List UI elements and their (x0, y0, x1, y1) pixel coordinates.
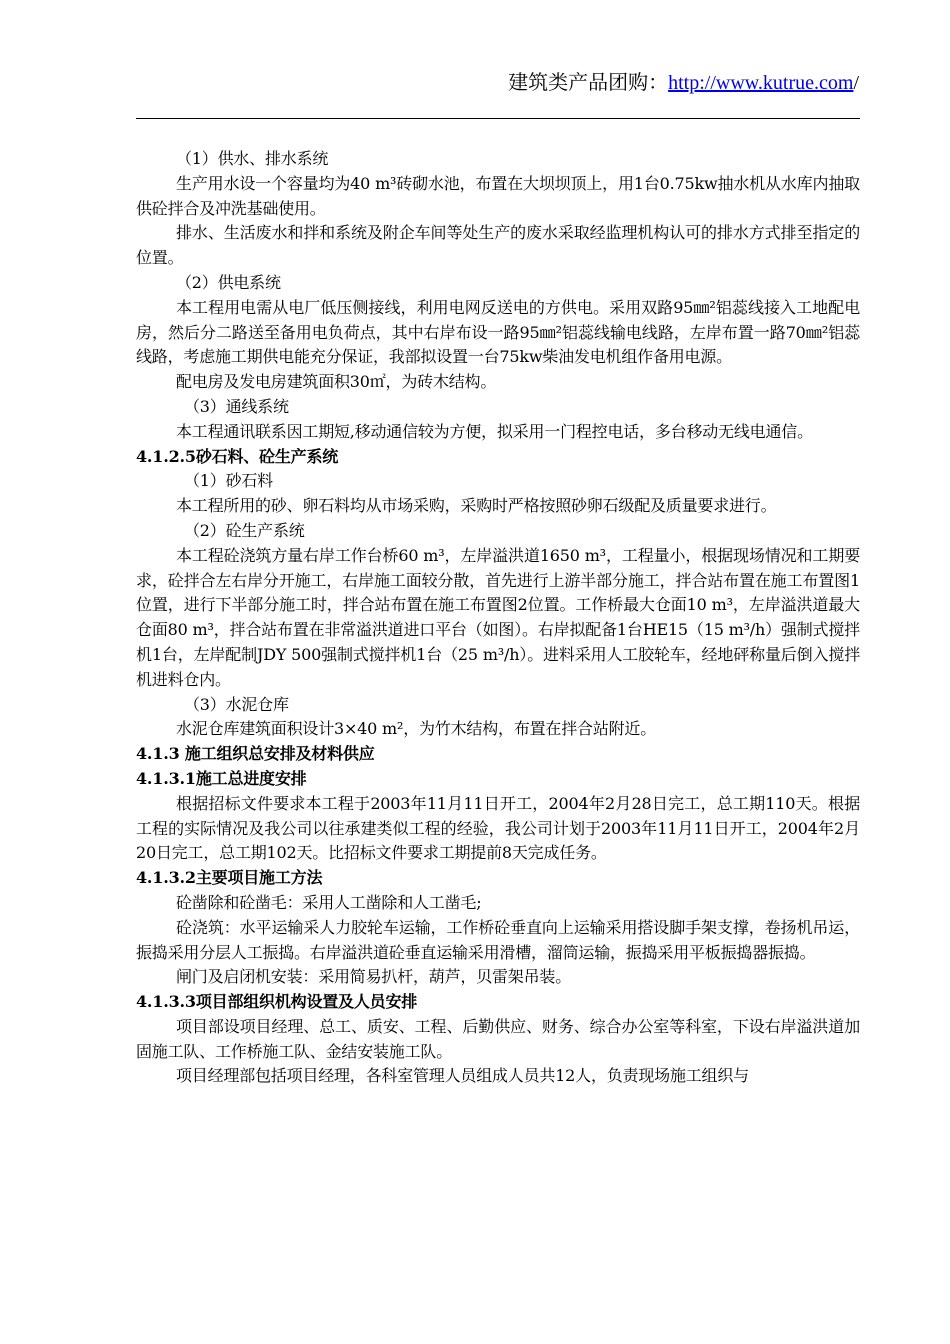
para-method-3: 闸门及启闭机安装：采用简易扒杆，葫芦，贝雷架吊装。 (176, 967, 572, 987)
page-header (508, 66, 859, 95)
section-heading-4125: 4.1.2.5砂石料、砼生产系统 (136, 446, 339, 466)
section-heading-4133: 4.1.3.3项目部组织机构设置及人员安排 (136, 992, 418, 1012)
header-rule (136, 118, 860, 119)
para-method-1: 砼凿除和砼凿毛：采用人工凿除和人工凿毛; (176, 892, 482, 912)
para-schedule-1: 根据招标文件要求本工程于2003年11月11日开工，2004年2月28日完工，总工期110天。根据工程的实际情况及我公司以往承建类似工程的经验，我公司计划于2003年11月11日开工，2004年2月20日完工，总工期102天。比招标文件要求工期提前8天完成任务。 (136, 793, 860, 863)
para-power-heading: （2）供电系统 (176, 272, 281, 292)
header-text: 建筑类产品团购： (508, 72, 669, 94)
section-heading-4131: 4.1.3.1施工总进度安排 (136, 768, 307, 788)
para-cement-1: 水泥仓库建筑面积设计3×40 m²，为竹木结构，布置在拌合站附近。 (176, 719, 657, 739)
para-cement-heading: （3）水泥仓库 (184, 694, 289, 714)
para-sand-heading: （1）砂石料 (184, 471, 273, 491)
para-water-heading: （1）供水、排水系统 (176, 149, 329, 168)
body-text (136, 147, 860, 1089)
para-concrete-heading: （2）砼生产系统 (184, 520, 305, 540)
para-org-2: 项目经理部包括项目经理，各科室管理人员组成人员共12人，负责现场施工组织与 (176, 1066, 749, 1086)
para-water-2: 排水、生活废水和拌和系统及附企车间等处生产的废水采取经监理机构认可的排水方式排至指定的位置。 (136, 223, 860, 268)
para-sand-1: 本工程所用的砂、卵石料均从市场采购，采购时严格按照砂卵石级配及质量要求进行。 (176, 496, 777, 516)
para-power-2: 配电房及发电房建筑面积30㎡，为砖木结构。 (176, 372, 497, 392)
para-water-1: 生产用水设一个容量均为40 m³砖砌水池，布置在大坝坝顶上，用1台0.75kw抽水机从水库内抽取供砼拌合及冲洗基础使用。 (136, 173, 860, 218)
para-comm-1: 本工程通讯联系因工期短,移动通信较为方便，拟采用一门程控电话，多台移动无线电通信。 (176, 421, 813, 441)
para-comm-heading: （3）通线系统 (184, 396, 289, 416)
para-org-1: 项目部设项目经理、总工、质安、工程、后勤供应、财务、综合办公室等科室，下设右岸溢洪道加固施工队、工作桥施工队、金结安装施工队。 (136, 1016, 860, 1061)
header-link[interactable]: http://www.kutrue.com (668, 72, 854, 94)
section-heading-413: 4.1.3 施工组织总安排及材料供应 (136, 744, 375, 764)
section-heading-4132: 4.1.3.2主要项目施工方法 (136, 868, 323, 888)
para-power-1: 本工程用电需从电厂低压侧接线，利用电网反送电的方供电。采用双路95㎜²铝蕊线接入工地配电房，然后分二路送至备用电负荷点，其中右岸布设一路95㎜²铝蕊线输电线路，左岸布置一路70㎜²铝蕊线路，考虑施工期供电能充分保证，我部拟设置一台75kw柴油发电机组作备用电源。 (136, 297, 860, 367)
para-method-2: 砼浇筑：水平运输采人力胶轮车运输，工作桥砼垂直向上运输采用搭设脚手架支撑，卷扬机吊运，振捣采用分层人工振捣。右岸溢洪道砼垂直运输采用滑槽，溜筒运输，振捣采用平板振捣器振捣。 (136, 917, 860, 962)
header-suffix: / (853, 72, 859, 94)
para-concrete-1: 本工程砼浇筑方量右岸工作台桥60 m³，左岸溢洪道1650 m³，工程量小，根据现场情况和工期要求，砼拌合左右岸分开施工，右岸施工面较分散，首先进行上游半部分施工，拌合站布置在施工布置图1位置，进行下半部分施工时，拌合站布置在施工布置图2位置。工作桥最大仓面10 m³，左岸溢洪道最大仓面80 m³，拌合站布置在非常溢洪道进口平台（如图）。右岸拟配备1台HE15（15 m³/h）强制式搅拌机1台，左岸配制JDY 500强制式搅拌机1台（25 m³/h）。进料采用人工胶轮车，经地砰称量后倒入搅拌机进料仓内。 (136, 545, 860, 689)
